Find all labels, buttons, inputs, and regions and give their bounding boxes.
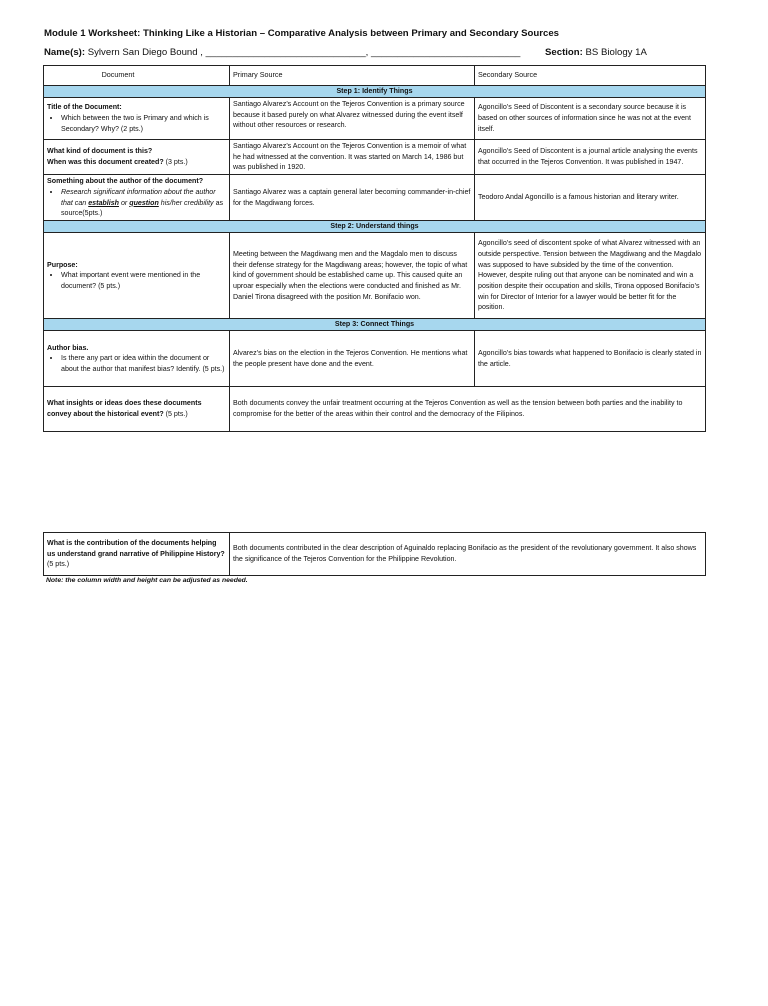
- table-row-bias: [44, 331, 706, 387]
- question-bias: Author bias.: [47, 343, 89, 352]
- table-row-kind: [44, 140, 706, 175]
- section-label: Section:: [545, 47, 583, 58]
- answer-secondary-kind[interactable]: Agoncillo’s Seed of Discontent is a journal article analysing the events that occurred in the Tejeros Convention. It was published in 1947.: [475, 140, 706, 175]
- question-title: Title of the Document:: [47, 103, 122, 112]
- question-contribution-points: (5 pts.): [47, 560, 70, 569]
- question-contribution-cell: [44, 533, 230, 576]
- answer-primary-bias[interactable]: Alvarez’s bias on the election in the Tejeros Convention. He mentions what the people present have done and the event.: [230, 331, 475, 387]
- question-purpose: Purpose:: [47, 260, 78, 269]
- step-2-row: [44, 221, 706, 233]
- question-bias-cell: [44, 331, 230, 387]
- answer-secondary-bias[interactable]: Agoncillo’s bias towards what happened to Bonifacio is clearly stated in the article.: [475, 331, 706, 387]
- step-3-row: [44, 319, 706, 331]
- column-header-primary: Primary Source: [230, 66, 475, 86]
- table-row-title: [44, 98, 706, 140]
- answer-contribution[interactable]: Both documents contributed in the clear description of Aguinaldo replacing Bonifacio as the president of the revolutionary government. It also shows the significance of the Tejeros Convention for the Philippine Revolution.: [230, 533, 706, 576]
- table-row-insights: [44, 387, 706, 432]
- question-title-bullet: • Which between the two is Primary and which is Secondary? Why? (2 pts.): [61, 113, 226, 134]
- question-title-cell: [44, 98, 230, 140]
- answer-insights[interactable]: Both documents convey the unfair treatment occurring at the Tejeros Convention as well as the tension between both parties and the inability to compromise for the better of the areas within their control and the democracy of the Filipinos.: [230, 387, 706, 432]
- answer-secondary-purpose[interactable]: Agoncillo’s seed of discontent spoke of what Alvarez witnessed with an outside perspective. Tension between the Magdiwang and the Magdalo was supposed to have subsided by the time of the convention. However, despite ruling out that anyone can be nominated and win a position despite their occupation and skills, Tirona opposed Bonifacio’s win for Director of Interior for a lawyer would be better fit for the position.: [475, 233, 706, 319]
- section-line: [545, 47, 647, 58]
- question-author-cell: [44, 175, 230, 221]
- step-3-label: Step 3: Connect Things: [44, 319, 706, 331]
- answer-secondary-author[interactable]: Teodoro Andal Agoncillo is a famous historian and literary writer.: [475, 175, 706, 221]
- question-author: Something about the author of the document?: [47, 177, 204, 186]
- step-1-row: [44, 86, 706, 98]
- column-header-document: Document: [44, 66, 230, 86]
- analysis-table: [43, 65, 706, 432]
- answer-primary-kind[interactable]: Santiago Alvarez’s Account on the Tejeros Convention is a memoir of what he had witnessed at the convention. It was started on March 14, 1986 but was published in 1920.: [230, 140, 475, 175]
- step-2-label: Step 2: Understand things: [44, 221, 706, 233]
- question-purpose-cell: [44, 233, 230, 319]
- answer-primary-title[interactable]: Santiago Alvarez’s Account on the Tejeros Convention is a primary source because it based purely on what Alvarez witnessed during the event itself without other resources or research.: [230, 98, 475, 140]
- section-value: BS Biology 1A: [585, 47, 647, 58]
- column-header-secondary: Secondary Source: [475, 66, 706, 86]
- question-author-bullet: • Research significant information about the author that can establish or question his/her credibility as source(5pts.): [61, 187, 226, 219]
- question-insights-cell: [44, 387, 230, 432]
- question-kind-cell: [44, 140, 230, 175]
- worksheet-title: Module 1 Worksheet: Thinking Like a Historian – Comparative Analysis between Primary and Secondary Sources: [44, 28, 560, 39]
- footnote: Note: the column width and height can be adjusted as needed.: [46, 577, 248, 584]
- contribution-table: [43, 532, 706, 576]
- answer-secondary-title[interactable]: Agoncillo’s Seed of Discontent is a secondary source because it is based on other sources of information since he was not at the event itself.: [475, 98, 706, 140]
- table-row-purpose: [44, 233, 706, 319]
- answer-primary-author[interactable]: Santiago Alvarez was a captain general later becoming commander-in-chief for the Magdiwang forces.: [230, 175, 475, 221]
- names-label: Name(s):: [44, 47, 86, 58]
- question-kind-points: (3 pts.): [163, 158, 188, 167]
- table-header-row: [44, 66, 706, 86]
- table-row-contribution: [44, 533, 706, 576]
- step-1-label: Step 1: Identify Things: [44, 86, 706, 98]
- answer-primary-purpose[interactable]: Meeting between the Magdiwang men and the Magdalo men to discuss their defense strategy for the Magdiwang areas; however, the topic of what kind of government should be established came up. This caused quite an uproar especially when the elections were conducted and finished as Mr. Daniel Tirona disagreed with the position Mr. Bonifacio won.: [230, 233, 475, 319]
- table-row-author: [44, 175, 706, 221]
- question-insights: What insights or ideas does these documents convey about the historical event?: [47, 399, 202, 419]
- names-line: [44, 47, 520, 58]
- question-kind-line1: What kind of document is this?: [47, 147, 153, 156]
- names-value: Sylvern San Diego Bound , ______________________________, ____________________________: [87, 47, 521, 58]
- question-purpose-bullet: • What important event were mentioned in the document? (5 pts.): [61, 270, 226, 291]
- question-insights-points: (5 pts.): [163, 410, 188, 419]
- question-kind-line2: When was this document created?: [47, 158, 164, 167]
- question-bias-bullet: • Is there any part or idea within the document or about the author that manifest bias? Identify. (5 pts.): [61, 353, 226, 374]
- question-contribution: What is the contribution of the documents helping us understand grand narrative of Philippine History?: [47, 538, 225, 558]
